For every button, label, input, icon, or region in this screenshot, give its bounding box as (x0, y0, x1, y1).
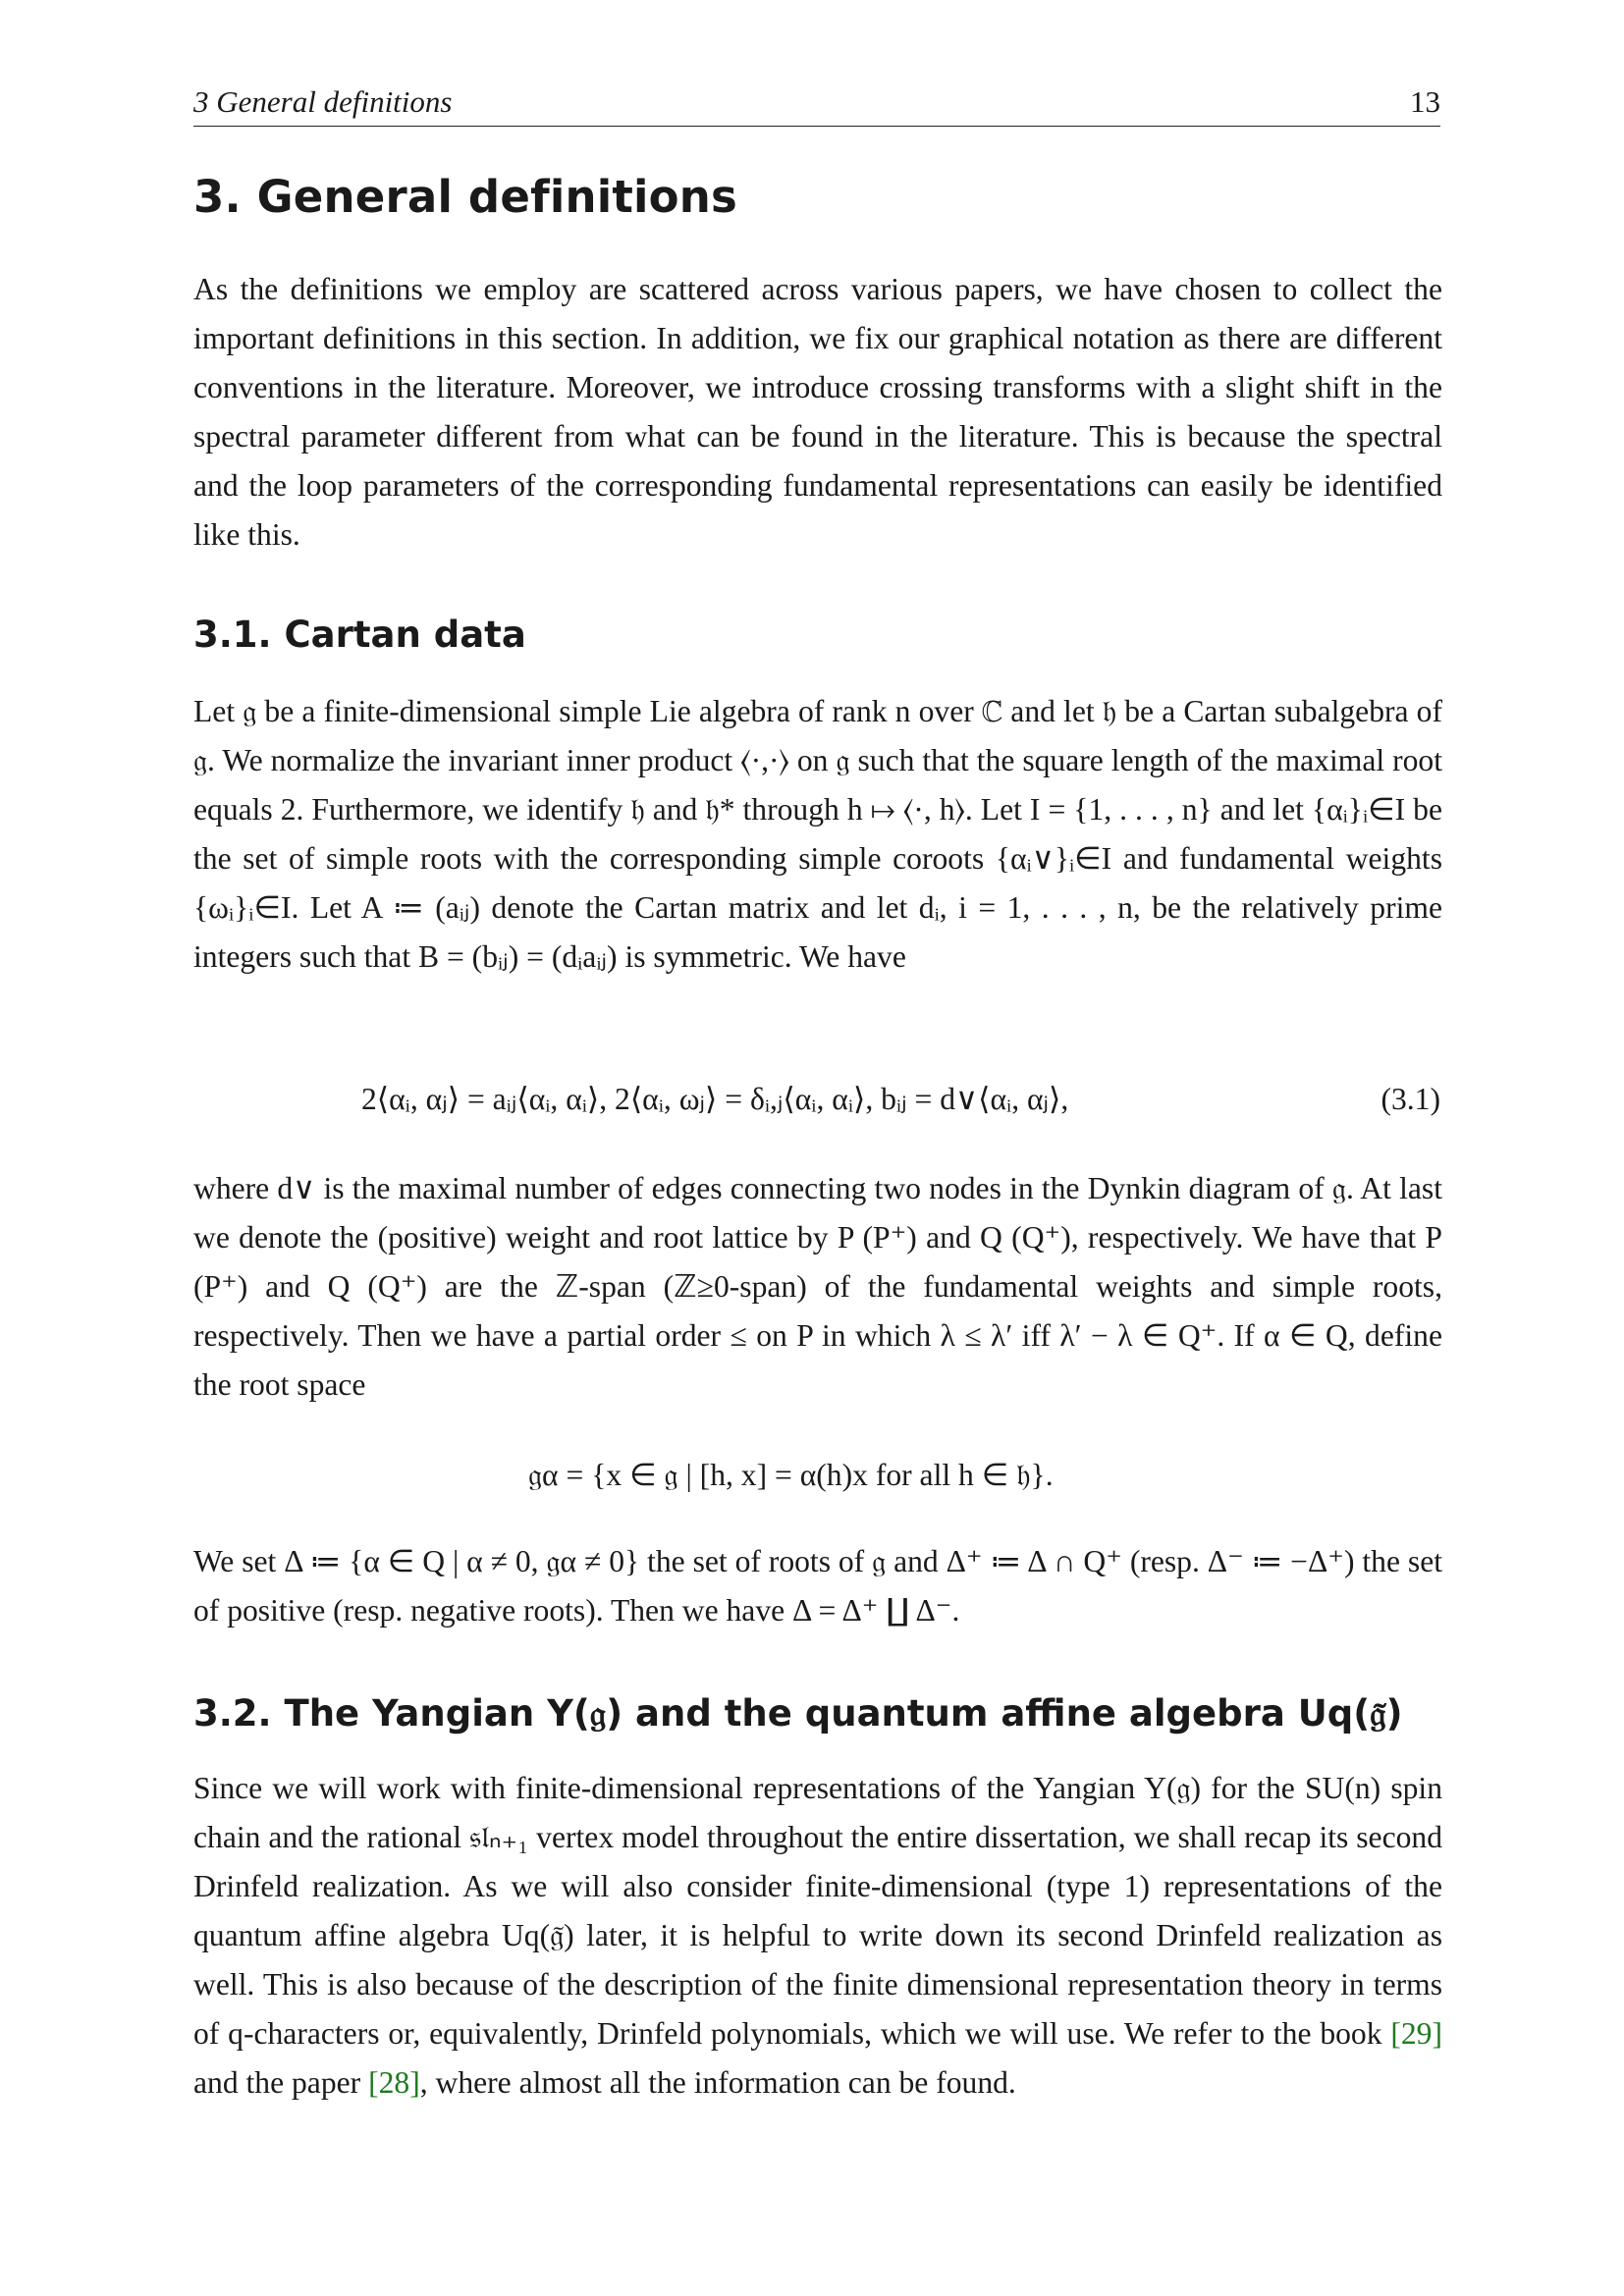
page-number: 13 (1410, 84, 1440, 119)
subsection-3-2-title: 3.2. The Yangian Y(𝔤) and the quantum affine algebra Uq(𝔤̃) (193, 1692, 1403, 1735)
yangian-text-part-3: , where almost all the information can be found. (419, 2065, 1016, 2100)
running-header-section: 3 General definitions (193, 84, 453, 119)
subsection-3-1-title: 3.1. Cartan data (193, 614, 526, 656)
citation-link-29[interactable]: [29] (1390, 2016, 1442, 2051)
running-header (193, 80, 1440, 127)
cartan-data-paragraph-1: Let 𝔤 be a finite-dimensional simple Lie algebra of rank n over ℂ and let 𝔥 be a Cartan subalgebra of 𝔤. We normalize the invariant inner product ⟨·,·⟩ on 𝔤 such that the square length of the maximal root equals 2. Furthermore, we identify 𝔥 and 𝔥* through h ↦ ⟨·, h⟩. Let I = {1, . . . , n} and let {αᵢ}ᵢ∈I be the set of simple roots with the corresponding simple coroots {αᵢ∨}ᵢ∈I and fundamental weights {ωᵢ}ᵢ∈I. Let A ≔ (aᵢⱼ) denote the Cartan matrix and let dᵢ, i = 1, . . . , n, be the relatively prime integers such that B = (bᵢⱼ) = (dᵢaᵢⱼ) is symmetric. We have (193, 694, 1442, 974)
root-space-equation: 𝔤α = {x ∈ 𝔤 | [h, x] = α(h)x for all h ∈ 𝔥}. (528, 1458, 1054, 1492)
yangian-paragraph (193, 1764, 1442, 2108)
citation-link-28[interactable]: [28] (368, 2065, 420, 2100)
equation-3-1: 2⟨αᵢ, αⱼ⟩ = aᵢⱼ⟨αᵢ, αᵢ⟩, 2⟨αᵢ, ωⱼ⟩ = δᵢ,ⱼ⟨αᵢ, αᵢ⟩, bᵢⱼ = d∨⟨αᵢ, αⱼ⟩, (361, 1082, 1069, 1116)
yangian-text-part-2: and the paper (193, 2065, 369, 2100)
cartan-data-paragraph-3: We set Δ ≔ {α ∈ Q | α ≠ 0, 𝔤α ≠ 0} the set of roots of 𝔤 and Δ⁺ ≔ Δ ∩ Q⁺ (resp. Δ⁻ ≔ −Δ⁺) the set of positive (resp. negative roots). Then we have Δ = Δ⁺ ∐ Δ⁻. (193, 1544, 1442, 1628)
equation-3-1-number: (3.1) (1380, 1082, 1440, 1116)
section-title: 3. General definitions (193, 171, 738, 223)
yangian-text-part-1: Since we will work with finite-dimensional representations of the Yangian Y(𝔤) for the SU(n) spin chain and the rational 𝔰𝔩ₙ₊₁ vertex model throughout the entire dissertation, we shall recap its second Drinfeld realization. As we will also consider finite-dimensional (type 1) representations of the quantum affine algebra Uq(𝔤̃) later, it is helpful to write down its second Drinfeld realization as well. This is also because of the description of the finite dimensional representation theory in terms of q-characters or, equivalently, Drinfeld polynomials, which we will use. We refer to the book (193, 1771, 1442, 2051)
cartan-data-paragraph-2: where d∨ is the maximal number of edges connecting two nodes in the Dynkin diagram of 𝔤. At last we denote the (positive) weight and root lattice by P (P⁺) and Q (Q⁺), respectively. We have that P (P⁺) and Q (Q⁺) are the ℤ-span (ℤ≥0-span) of the fundamental weights and simple roots, respectively. Then we have a partial order ≤ on P in which λ ≤ λ′ iff λ′ − λ ∈ Q⁺. If α ∈ Q, define the root space (193, 1171, 1442, 1402)
intro-paragraph: As the definitions we employ are scattered across various papers, we have chosen to collect the important definitions in this section. In addition, we fix our graphical notation as there are different conventions in the literature. Moreover, we introduce crossing transforms with a slight shift in the spectral parameter different from what can be found in the literature. This is because the spectral and the loop parameters of the corresponding fundamental representations can easily be identified like this. (193, 272, 1442, 552)
